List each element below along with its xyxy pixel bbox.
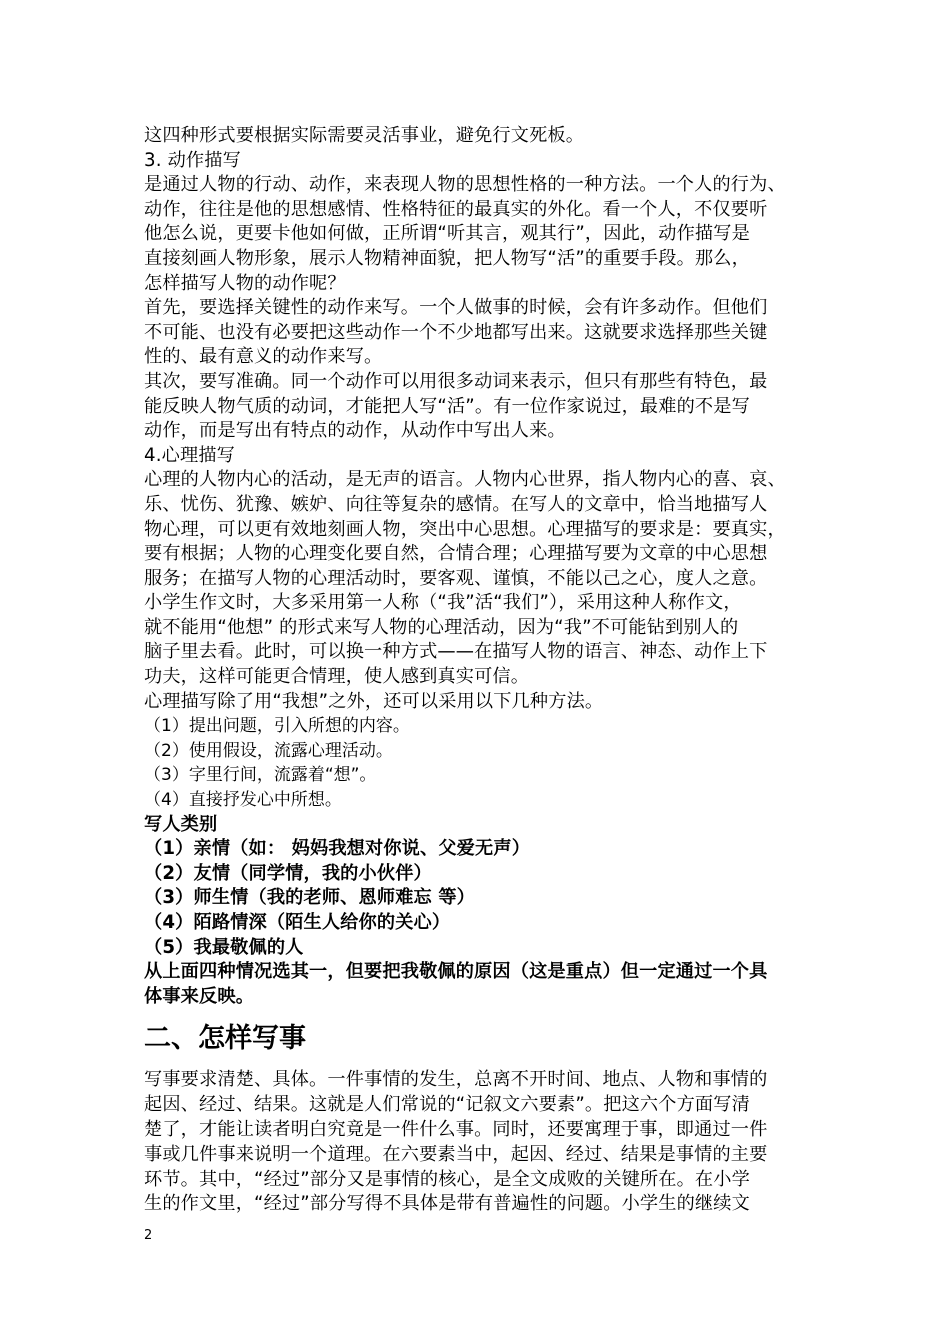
paragraph-line: 心理描写除了用“我想”之外，还可以采用以下几种方法。 [144,690,604,712]
paragraph-line: 楚了，才能让读者明白究竟是一件什么事。同时，还要寓理于事，即通过一件 [144,1118,768,1140]
paragraph-line: 要有根据；人物的心理变化要自然，合情合理；心理描写要为文章的中心思想 [144,543,768,565]
paragraph-line: 性的、最有意义的动作来写。 [144,346,383,368]
paragraph-line: 其次，要写准确。同一个动作可以用很多动词来表示，但只有那些有特色，最 [144,370,768,392]
category-item: （1）亲情（如： 妈妈我想对你说、父爱无声） [144,838,531,860]
paragraph-line: 环节。其中，“经过”部分又是事情的核心，是全文成败的关键所在。在小学 [144,1168,750,1190]
paragraph-line: 小学生作文时，大多采用第一人称（“我”活“我们”），采用这种人称作文， [144,592,742,614]
paragraph-line: 物心理，可以更有效地刻画人物，突出中心思想。心理描写的要求是：要真实， [144,518,786,540]
category-item: （5）我最敬佩的人 [144,936,304,958]
paragraph-line: 心理的人物内心的活动，是无声的语言。人物内心世界，指人物内心的喜、哀、 [144,469,786,491]
category-note-line: 从上面四种情况选其一，但要把我敬佩的原因（这是重点）但一定通过一个具 [144,961,768,983]
paragraph-line: 起因、经过、结果。这就是人们常说的“记叙文六要素”。把这六个方面写清 [144,1094,750,1116]
page-number: 2 [144,1228,153,1243]
method-item: （3）字里行间，流露着“想”。 [144,765,377,786]
paragraph-line: 功夫，这样可能更合情理，使人感到真实可信。 [144,666,530,688]
paragraph-line: 写事要求清楚、具体。一件事情的发生，总离不开时间、地点、人物和事情的 [144,1069,768,1091]
method-item: （2）使用假设，流露心理活动。 [144,740,393,761]
paragraph-line: 能反映人物气质的动词，才能把人写“活”。有一位作家说过，最难的不是写 [144,395,750,417]
paragraph-line: 是通过人物的行动、动作，来表现人物的思想性格的一种方法。一个人的行为、 [144,174,786,196]
document-page [144,124,824,1217]
paragraph-line: 不可能、也没有必要把这些动作一个不少地都写出来。这就要求选择那些关键 [144,321,768,343]
paragraph-line: 生的作文里，“经过”部分写得不具体是带有普遍性的问题。小学生的继续文 [144,1193,750,1215]
paragraph-line: 事或几件事来说明一个道理。在六要素当中，起因、经过、结果是事情的主要 [144,1143,768,1165]
method-item: （1）提出问题，引入所想的内容。 [144,716,410,737]
category-item: （2）友情（同学情，我的小伙伴） [144,862,432,884]
paragraph-line: 他怎么说，更要卡他如何做，正所谓“听其言，观其行”，因此，动作描写是 [144,223,750,245]
part-heading: 二、怎样写事 [144,1023,306,1055]
method-item: （4）直接抒发心中所想。 [144,790,342,811]
section-heading-action: 3. 动作描写 [144,149,241,171]
intro-line: 这四种形式要根据实际需要灵活事业，避免行文死板。 [144,125,585,146]
categories-heading: 写人类别 [144,813,218,835]
paragraph-line: 脑子里去看。此时，可以换一种方式——在描写人物的语言、神态、动作上下 [144,641,768,663]
paragraph-line: 动作，往往是他的思想感情、性格特征的最真实的外化。看一个人，不仅要听 [144,198,768,220]
paragraph-line: 动作，而是写出有特点的动作，从动作中写出人来。 [144,420,566,442]
paragraph-line: 乐、忧伤、犹豫、嫉妒、向往等复杂的感情。在写人的文章中，恰当地描写人 [144,493,768,515]
category-item: （3）师生情（我的老师、恩师难忘 等） [144,887,476,909]
paragraph-line: 首先，要选择关键性的动作来写。一个人做事的时候，会有许多动作。但他们 [144,297,768,319]
section-heading-psychology: 4.心理描写 [144,444,236,466]
category-note-line: 体事来反映。 [144,985,255,1007]
category-item: （4）陌路情深（陌生人给你的关心） [144,912,451,933]
paragraph-line: 怎样描写人物的动作呢？ [144,272,346,294]
paragraph-line: 直接刻画人物形象，展示人物精神面貌，把人物写“活”的重要手段。那么， [144,247,750,269]
paragraph-line: 服务；在描写人物的心理活动时，要客观、谨慎，不能以己之心，度人之意。 [144,567,768,589]
paragraph-line: 就不能用“他想” 的形式来写人物的心理活动，因为“我”不可能钻到别人的 [144,616,739,638]
